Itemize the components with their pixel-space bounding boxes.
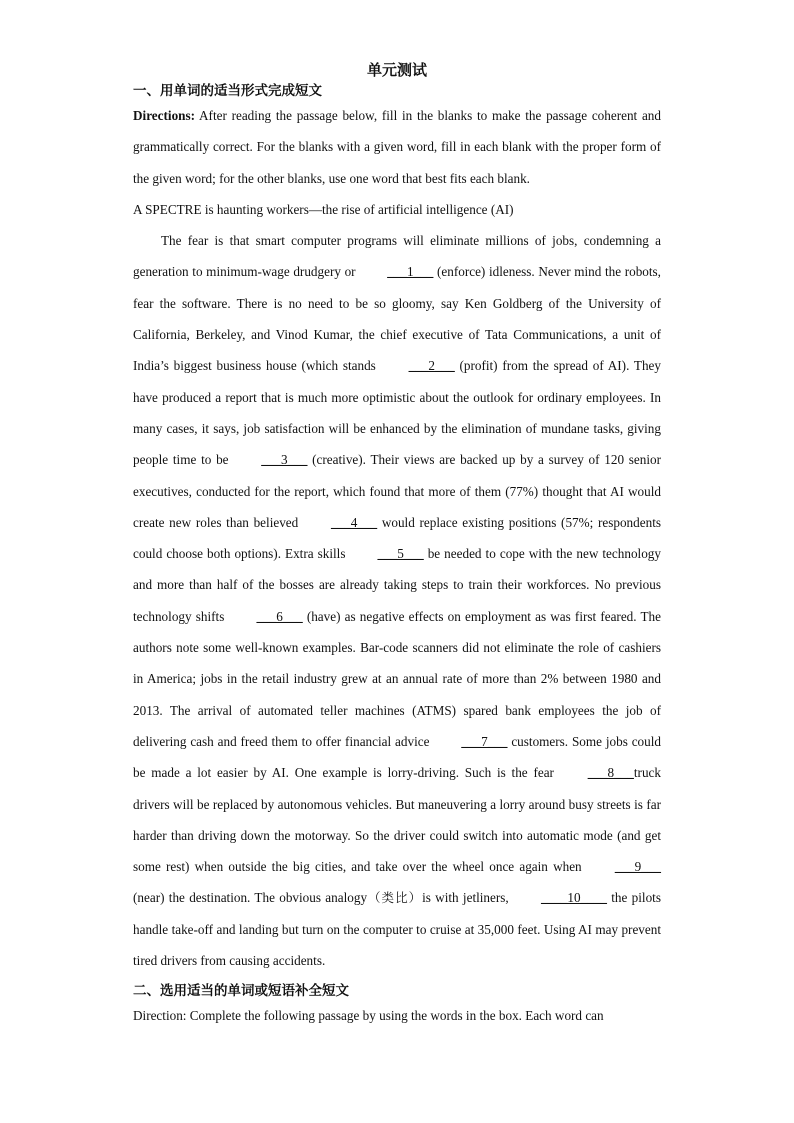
section-1-heading: 一、用单词的适当形式完成短文 (133, 83, 322, 99)
passage-text: is with jetliners, (422, 890, 514, 906)
passage-body (133, 225, 661, 976)
blank-10[interactable]: ____10____ (541, 890, 607, 906)
directions-label: Directions: (133, 108, 196, 123)
passage-text: truck drivers will be replaced by autonomous vehicles. But maneuvering a lorry around busy streets is far harder than driving down the motorway. So the driver could switch into automatic mode (and get some rest) when outside the big cities, and take over the wheel once again when (133, 765, 661, 875)
blank-9[interactable]: ___9___ (614, 859, 661, 875)
blank-6[interactable]: ___6___ (256, 608, 303, 624)
section-2-heading: 二、选用适当的单词或短语补全短文 (133, 983, 349, 1000)
passage-text: (have) as negative effects on employment as was first feared. The authors note some well-known examples. Bar-code scanners did not eliminate the role of cashiers in America; jobs in the retail industry grew at an annual rate of more than 2% between 1980 and 2013. The arrival of automated teller machines (ATMS) spared bank employees the job of delivering cash and freed them to offer financial advice (133, 608, 661, 749)
section-2-directions: Direction: Complete the following passage by using the words in the box. Each word can (133, 1008, 604, 1024)
passage-text: (near) the destination. The obvious analogy (133, 890, 368, 906)
blank-1[interactable]: ___1___ (387, 264, 434, 280)
passage-title: A SPECTRE is haunting workers—the rise of artificial intelligence (AI) (133, 201, 514, 217)
page-title: 单元测试 (366, 61, 427, 79)
passage-text: (enforce) idleness. Never mind the robots, fear the software. There is no need to be so gloomy, say Ken Goldberg of the University of California, Berkeley, and Vinod Kumar, the chief executive of Tata Communications, a unit of India’s biggest business house (which stands (133, 264, 661, 374)
cjk-annotation: （类比） (367, 890, 423, 906)
section-1-directions (133, 100, 661, 194)
directions-text: After reading the passage below, fill in the blanks to make the passage coherent and grammatically correct. For the blanks with a given word, fill in each blank with the proper form of the given word; for the other blanks, use one word that best fits each blank. (133, 108, 661, 186)
document-page (133, 60, 661, 1032)
blank-4[interactable]: ___4___ (330, 514, 378, 530)
blank-5[interactable]: ___5___ (377, 546, 424, 562)
passage-text: The fear is that smart computer programs will eliminate millions of jobs, condemning a generation to minimum-wage drudgery or (133, 233, 661, 280)
blank-2[interactable]: ___2___ (408, 358, 455, 374)
passage-text: (creative). Their views are backed up by a survey of 120 senior executives, conducted for the report, which found that more of them (77%) thought that AI would create new roles than believed (133, 452, 662, 530)
blank-3[interactable]: ___3___ (261, 452, 308, 468)
blank-7[interactable]: ___7___ (461, 733, 508, 749)
passage-text: customers. Some jobs could be made a lot easier by AI. One example is lorry-driving. Such is the fear (133, 733, 661, 781)
passage-text: (profit) from the spread of AI). They have produced a report that is much more optimistic about the outlook for ordinary employees. In many cases, it says, job satisfaction will be enhanced by the elimination of mundane tasks, giving people time to be (133, 358, 661, 468)
passage-text: be needed to cope with the new technology and more than half of the bosses are already taking steps to train their workforces. No previous technology shifts (133, 546, 661, 624)
passage-text: would replace existing positions (57%; respondents could choose both options). Extra skills (133, 514, 661, 562)
blank-8[interactable]: ___8___ (587, 765, 634, 781)
passage-text: the pilots handle take-off and landing but turn on the computer to cruise at 35,000 feet. Using AI may prevent tired drivers from causing accidents. (133, 890, 661, 969)
